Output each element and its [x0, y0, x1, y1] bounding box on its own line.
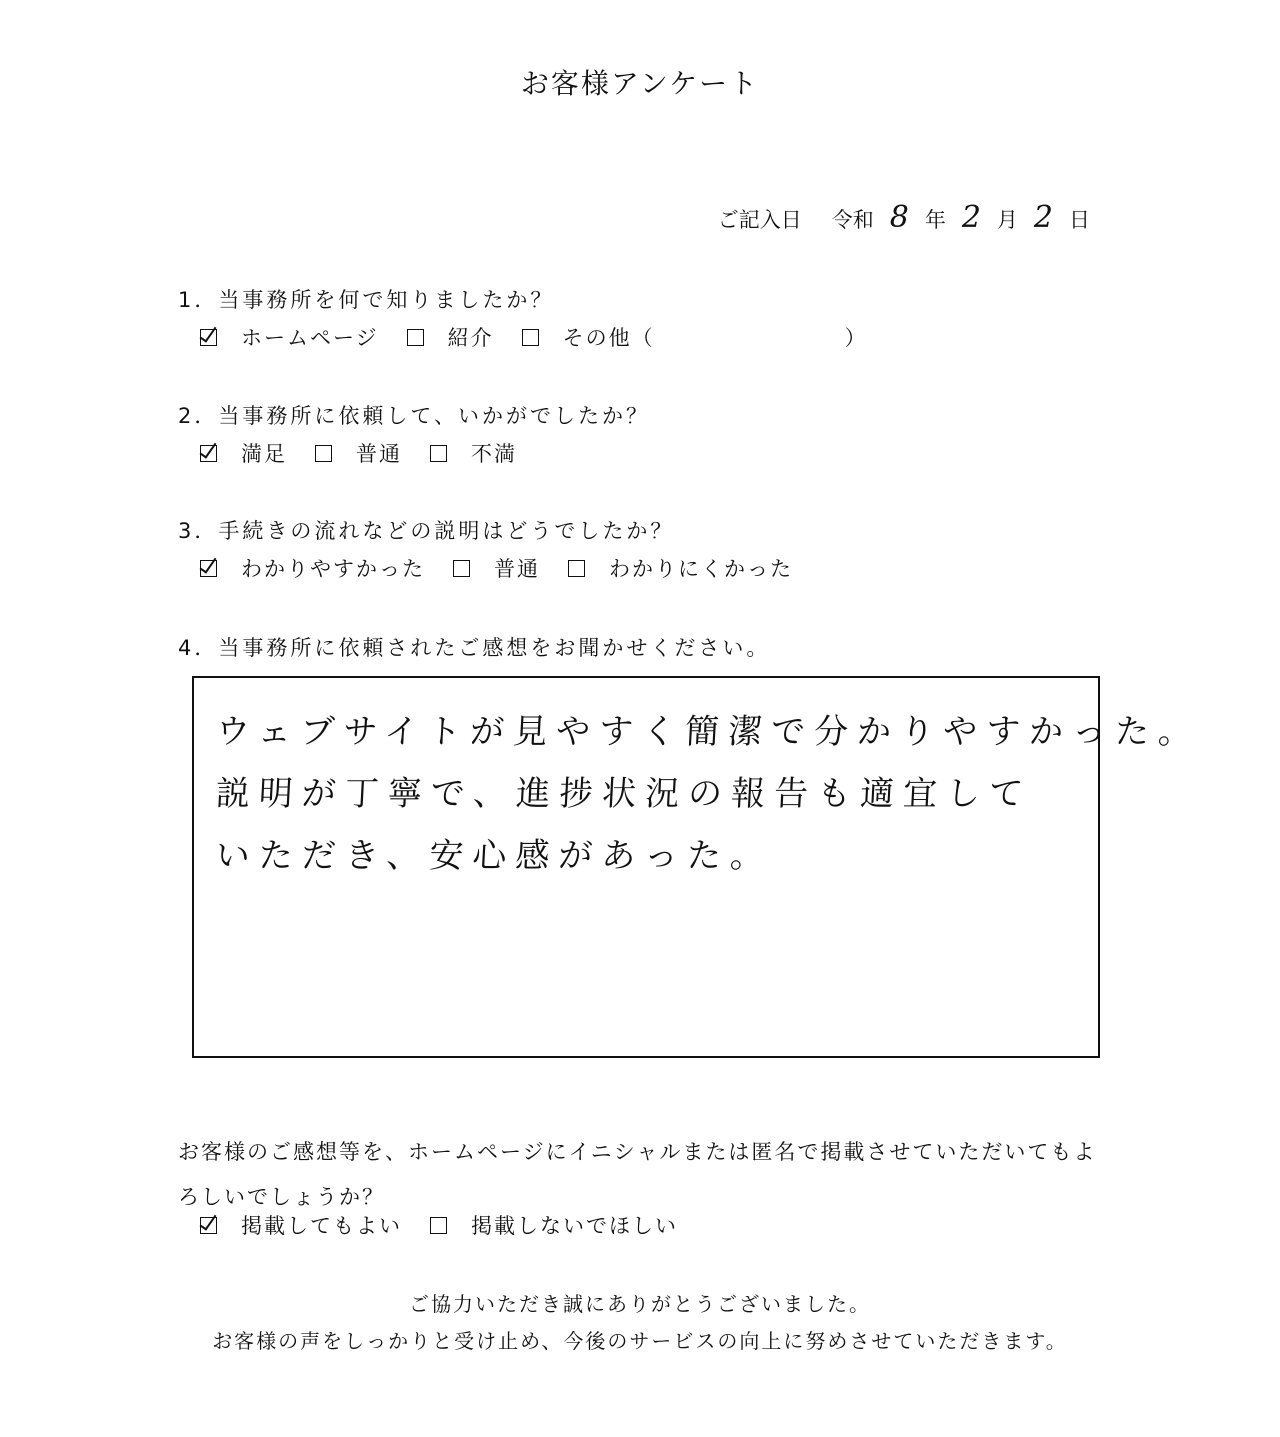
option-label: 掲載してもよい — [241, 1214, 402, 1238]
date-month-unit: 月 — [996, 208, 1018, 232]
option-label: 普通 — [356, 442, 402, 466]
date-year-unit: 年 — [924, 208, 946, 232]
date-label: ご記入日 — [717, 208, 802, 232]
option-unsatisfied[interactable] — [430, 438, 517, 468]
option-normal[interactable] — [315, 438, 402, 468]
option-label: 満足 — [241, 442, 287, 466]
question-3-options — [200, 553, 821, 583]
publication-permission-question: お客様のご感想等を、ホームページにイニシャルまたは匿名で掲載させていただいてもよろしいでしょうか？ — [178, 1140, 1097, 1209]
comment-line: ウェブサイトが見やすく簡潔で分かりやすかった。 — [214, 712, 1203, 752]
checkbox[interactable] — [453, 560, 470, 577]
question-4: 4．当事務所に依頼されたご感想をお聞かせください。 — [178, 636, 771, 660]
checkbox[interactable] — [430, 1217, 447, 1234]
date-year[interactable]: 8 — [889, 200, 909, 235]
checkbox[interactable] — [315, 445, 332, 462]
closing-line-2: お客様の声をしっかりと受け止め、今後のサービスの向上に努めさせていただきます。 — [212, 1329, 1068, 1353]
option-label: 不満 — [471, 442, 517, 466]
option-hard[interactable] — [568, 553, 793, 583]
checkbox[interactable] — [568, 560, 585, 577]
option-allow[interactable] — [200, 1210, 402, 1240]
date-day[interactable]: 2 — [1033, 200, 1053, 235]
option-other[interactable] — [522, 322, 868, 352]
comment-box[interactable] — [192, 676, 1203, 1058]
option-easy[interactable] — [200, 553, 425, 583]
date-era: 令和 — [831, 208, 874, 232]
question-2-options — [200, 438, 545, 468]
checkbox[interactable] — [522, 329, 539, 346]
option-label: わかりにくかった — [609, 557, 793, 581]
option-label: 掲載しないでほしい — [471, 1214, 678, 1238]
option-normal[interactable] — [453, 553, 540, 583]
date-day-unit: 日 — [1069, 208, 1090, 232]
checkbox-checked[interactable] — [200, 560, 217, 577]
option-label: 紹介 — [447, 326, 494, 350]
comment-line: いただき、安心感があった。 — [214, 836, 775, 876]
question-3: 3．手続きの流れなどの説明はどうでしたか？ — [178, 519, 675, 543]
other-close-paren: ） — [844, 326, 868, 350]
page-title: お客様アンケート — [520, 67, 760, 100]
checkbox-checked[interactable] — [200, 329, 217, 346]
option-label: その他（ — [562, 326, 655, 350]
checkbox-checked[interactable] — [200, 1217, 217, 1234]
question-1-options — [200, 322, 896, 352]
option-satisfied[interactable] — [200, 438, 287, 468]
checkbox[interactable] — [430, 445, 447, 462]
question-1: 1．当事務所を何で知りましたか？ — [178, 288, 555, 312]
option-referral[interactable] — [407, 322, 494, 352]
option-deny[interactable] — [430, 1210, 678, 1240]
option-homepage[interactable] — [200, 322, 379, 352]
question-2: 2．当事務所に依頼して、いかがでしたか？ — [178, 404, 650, 428]
date-month[interactable]: 2 — [961, 200, 981, 235]
comment-line: 説明が丁寧で、進捗状況の報告も適宜して — [214, 774, 1034, 814]
checkbox-checked[interactable] — [200, 445, 217, 462]
checkbox[interactable] — [407, 329, 424, 346]
closing-line-1: ご協力いただき誠にありがとうございました。 — [409, 1292, 871, 1316]
entry-date — [718, 200, 1090, 235]
option-label: 普通 — [494, 557, 540, 581]
permission-options — [200, 1210, 706, 1240]
option-label: わかりやすかった — [241, 557, 425, 581]
option-label: ホームページ — [241, 326, 379, 350]
